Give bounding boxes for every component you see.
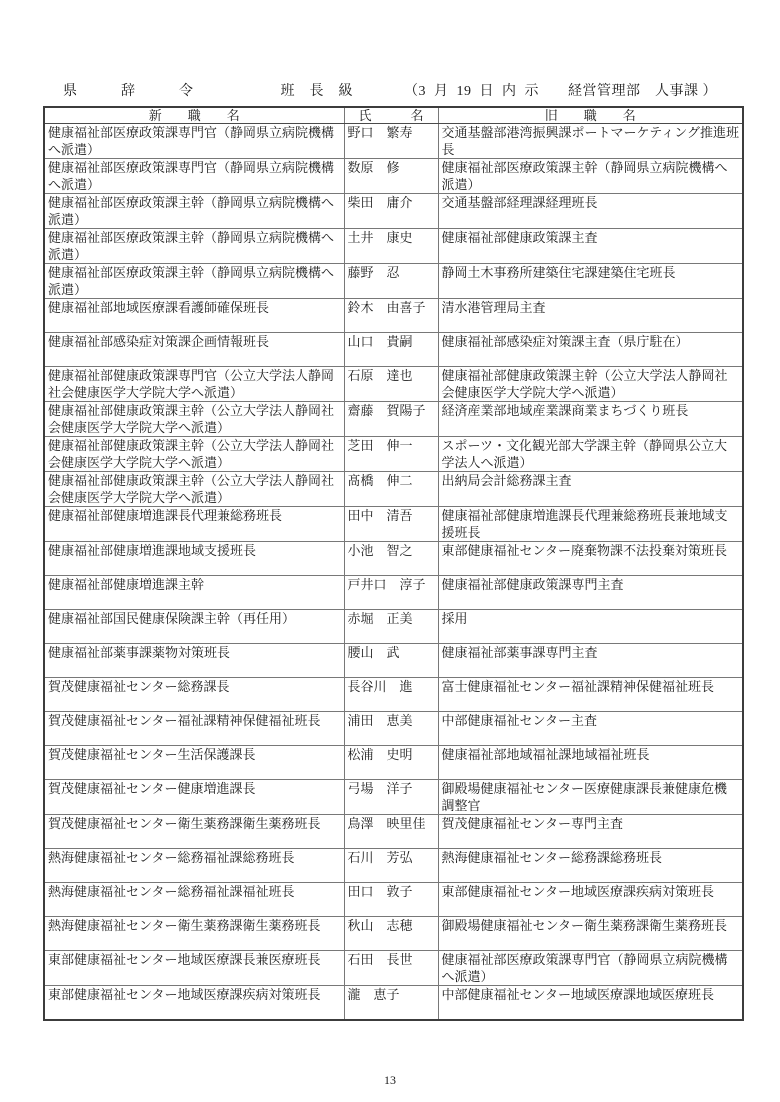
new-position-cell: 健康福祉部医療政策課専門官（静岡県立病院機構へ派遣） <box>44 159 344 194</box>
name-cell: 藤野 忍 <box>344 264 438 299</box>
page-number: 13 <box>384 1073 396 1087</box>
name-cell: 秋山 志穂 <box>344 917 438 951</box>
old-position-cell: 健康福祉部地域福祉課地域福祉班長 <box>438 746 743 780</box>
old-position-cell: 健康福祉部薬事課専門主査 <box>438 644 743 678</box>
table-row <box>44 159 743 194</box>
new-position-cell: 熱海健康福祉センター衛生薬務課衛生薬務班長 <box>44 917 344 951</box>
personnel-table <box>43 106 744 1021</box>
new-position-cell: 健康福祉部健康政策課主幹（公立大学法人静岡社会健康医学大学院大学へ派遣） <box>44 437 344 472</box>
table-row <box>44 229 743 264</box>
new-position-cell: 熱海健康福祉センター総務福祉課総務班長 <box>44 849 344 883</box>
table-row <box>44 472 743 507</box>
new-position-cell: 健康福祉部地域医療課看護師確保班長 <box>44 299 344 333</box>
table-row <box>44 746 743 780</box>
old-position-cell: スポーツ・文化観光部大学課主幹（静岡県公立大学法人へ派遣） <box>438 437 743 472</box>
new-position-cell: 健康福祉部健康政策課主幹（公立大学法人静岡社会健康医学大学院大学へ派遣） <box>44 402 344 437</box>
new-position-cell: 賀茂健康福祉センター衛生薬務課衛生薬務班長 <box>44 815 344 849</box>
new-position-cell: 健康福祉部感染症対策課企画情報班長 <box>44 333 344 367</box>
table-row <box>44 333 743 367</box>
table-row <box>44 402 743 437</box>
table-body <box>44 124 743 1020</box>
name-cell: 齋藤 賀陽子 <box>344 402 438 437</box>
new-position-cell: 健康福祉部医療政策課専門官（静岡県立病院機構へ派遣） <box>44 124 344 159</box>
new-position-cell: 賀茂健康福祉センター福祉課精神保健福祉班長 <box>44 712 344 746</box>
table-row <box>44 849 743 883</box>
old-position-cell: 健康福祉部健康政策課専門主査 <box>438 576 743 610</box>
new-position-cell: 健康福祉部健康増進課主幹 <box>44 576 344 610</box>
name-cell: 弓場 洋子 <box>344 780 438 815</box>
table-row <box>44 367 743 402</box>
name-cell: 田口 敦子 <box>344 883 438 917</box>
table-row <box>44 194 743 229</box>
name-cell: 小池 智之 <box>344 542 438 576</box>
name-cell: 赤堀 正美 <box>344 610 438 644</box>
name-cell: 田中 清吾 <box>344 507 438 542</box>
table-row <box>44 124 743 159</box>
name-cell: 腰山 武 <box>344 644 438 678</box>
old-position-cell: 健康福祉部医療政策課主幹（静岡県立病院機構へ派遣） <box>438 159 743 194</box>
old-position-cell: 賀茂健康福祉センター専門主査 <box>438 815 743 849</box>
old-position-cell: 採用 <box>438 610 743 644</box>
name-cell: 数原 修 <box>344 159 438 194</box>
old-position-cell: 熱海健康福祉センター総務課総務班長 <box>438 849 743 883</box>
table-row <box>44 815 743 849</box>
table-header <box>44 107 743 124</box>
table-row <box>44 986 743 1020</box>
new-position-cell: 健康福祉部健康政策課主幹（公立大学法人静岡社会健康医学大学院大学へ派遣） <box>44 472 344 507</box>
new-position-cell: 健康福祉部医療政策課主幹（静岡県立病院機構へ派遣） <box>44 264 344 299</box>
name-cell: 山口 貴嗣 <box>344 333 438 367</box>
header-name: 氏 名 <box>344 107 438 124</box>
name-cell: 長谷川 進 <box>344 678 438 712</box>
old-position-cell: 健康福祉部感染症対策課主査（県庁駐在） <box>438 333 743 367</box>
table-row <box>44 883 743 917</box>
table-row <box>44 610 743 644</box>
old-position-cell: 御殿場健康福祉センター衛生薬務課衛生薬務班長 <box>438 917 743 951</box>
name-cell: 瀧 恵子 <box>344 986 438 1020</box>
new-position-cell: 賀茂健康福祉センター総務課長 <box>44 678 344 712</box>
table-row <box>44 917 743 951</box>
old-position-cell: 健康福祉部医療政策課専門官（静岡県立病院機構へ派遣） <box>438 951 743 986</box>
old-position-cell: 健康福祉部健康政策課主査 <box>438 229 743 264</box>
old-position-cell: 出納局会計総務課主査 <box>438 472 743 507</box>
name-cell: 松浦 史明 <box>344 746 438 780</box>
name-cell: 浦田 恵美 <box>344 712 438 746</box>
new-position-cell: 健康福祉部健康増進課地域支援班長 <box>44 542 344 576</box>
name-cell: 芝田 伸一 <box>344 437 438 472</box>
new-position-cell: 健康福祉部医療政策課主幹（静岡県立病院機構へ派遣） <box>44 194 344 229</box>
table-row <box>44 644 743 678</box>
old-position-cell: 静岡土木事務所建築住宅課建築住宅班長 <box>438 264 743 299</box>
name-cell: 鈴木 由喜子 <box>344 299 438 333</box>
table-row <box>44 780 743 815</box>
name-cell: 野口 繁寿 <box>344 124 438 159</box>
old-position-cell: 御殿場健康福祉センター医療健康課長兼健康危機調整官 <box>438 780 743 815</box>
table-row <box>44 678 743 712</box>
name-cell: 鳥澤 映里佳 <box>344 815 438 849</box>
table-row <box>44 264 743 299</box>
table-row <box>44 712 743 746</box>
new-position-cell: 賀茂健康福祉センター健康増進課長 <box>44 780 344 815</box>
old-position-cell: 中部健康福祉センター地域医療課地域医療班長 <box>438 986 743 1020</box>
new-position-cell: 賀茂健康福祉センター生活保護課長 <box>44 746 344 780</box>
table-row <box>44 576 743 610</box>
new-position-cell: 健康福祉部健康政策課専門官（公立大学法人静岡社会健康医学大学院大学へ派遣） <box>44 367 344 402</box>
name-cell: 戸井口 淳子 <box>344 576 438 610</box>
old-position-cell: 中部健康福祉センター主査 <box>438 712 743 746</box>
header-new-position: 新 職 名 <box>44 107 344 124</box>
new-position-cell: 健康福祉部健康増進課長代理兼総務班長 <box>44 507 344 542</box>
name-cell: 石田 長世 <box>344 951 438 986</box>
table-row <box>44 437 743 472</box>
old-position-cell: 経済産業部地域産業課商業まちづくり班長 <box>438 402 743 437</box>
new-position-cell: 熱海健康福祉センター総務福祉課福祉班長 <box>44 883 344 917</box>
old-position-cell: 東部健康福祉センター地域医療課疾病対策班長 <box>438 883 743 917</box>
table-row <box>44 299 743 333</box>
header-row <box>44 107 743 124</box>
old-position-cell: 交通基盤部経理課経理班長 <box>438 194 743 229</box>
old-position-cell: 清水港管理局主査 <box>438 299 743 333</box>
new-position-cell: 健康福祉部医療政策課主幹（静岡県立病院機構へ派遣） <box>44 229 344 264</box>
old-position-cell: 交通基盤部港湾振興課ポートマーケティング推進班長 <box>438 124 743 159</box>
old-position-cell: 東部健康福祉センター廃棄物課不法投棄対策班長 <box>438 542 743 576</box>
page-title: 県 辞 令 班 長 級 （3 月 19 日 内 示 経営管理部 人事課 ） <box>63 84 717 99</box>
table-row <box>44 951 743 986</box>
old-position-cell: 健康福祉部健康増進課長代理兼総務班長兼地域支援班長 <box>438 507 743 542</box>
table-row <box>44 507 743 542</box>
name-cell: 柴田 庸介 <box>344 194 438 229</box>
new-position-cell: 東部健康福祉センター地域医療課長兼医療班長 <box>44 951 344 986</box>
header-old-position: 旧 職 名 <box>438 107 743 124</box>
name-cell: 髙橋 伸二 <box>344 472 438 507</box>
new-position-cell: 健康福祉部国民健康保険課主幹（再任用） <box>44 610 344 644</box>
table-row <box>44 542 743 576</box>
name-cell: 土井 康史 <box>344 229 438 264</box>
name-cell: 石原 達也 <box>344 367 438 402</box>
name-cell: 石川 芳弘 <box>344 849 438 883</box>
old-position-cell: 富士健康福祉センター福祉課精神保健福祉班長 <box>438 678 743 712</box>
new-position-cell: 東部健康福祉センター地域医療課疾病対策班長 <box>44 986 344 1020</box>
new-position-cell: 健康福祉部薬事課薬物対策班長 <box>44 644 344 678</box>
old-position-cell: 健康福祉部健康政策課主幹（公立大学法人静岡社会健康医学大学院大学へ派遣） <box>438 367 743 402</box>
